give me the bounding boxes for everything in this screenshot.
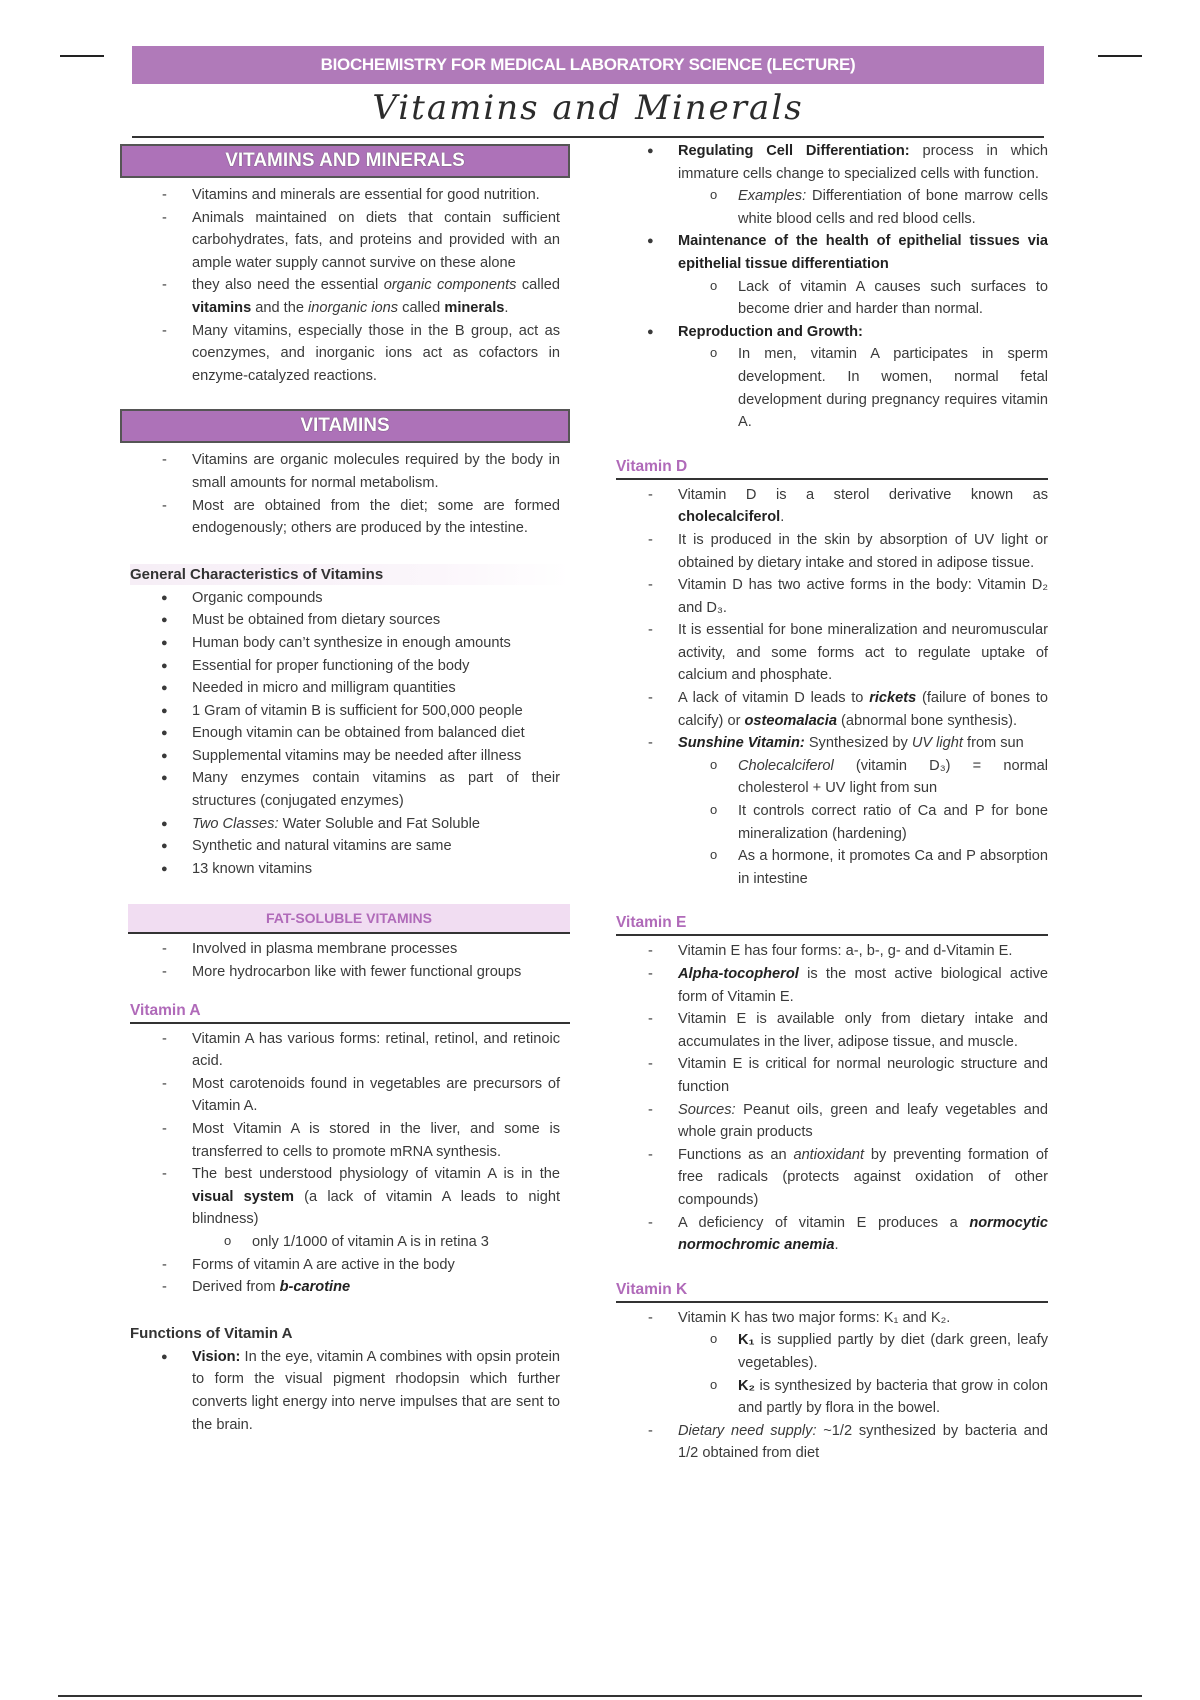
list-subitem: o It controls correct ratio of Ca and P for bone mineralization (hardening) (616, 800, 1048, 845)
section-heading-vitamins-and-minerals: VITAMINS AND MINERALS (120, 144, 570, 178)
general-characteristics-heading: General Characteristics of Vitamins (130, 564, 570, 585)
list-item: ● Two Classes: Water Soluble and Fat Soluble (120, 813, 570, 836)
list-item: ● Synthetic and natural vitamins are same (120, 835, 570, 858)
vitamins-list (120, 449, 570, 539)
fat-soluble-vitamins-heading: FAT-SOLUBLE VITAMINS (128, 904, 570, 934)
fat-soluble-list (120, 938, 570, 983)
list-item: ● 13 known vitamins (120, 858, 570, 881)
list-item: - they also need the essential organic components called vitamins and the inorganic ions called minerals. (120, 274, 570, 319)
list-item: - Vitamin E is available only from dietary intake and accumulates in the liver, adipose tissue, and muscle. (616, 1008, 1048, 1053)
left-column (120, 140, 570, 1436)
list-item: ● Regulating Cell Differentiation: process in which immature cells change to specialized cells with function. (616, 140, 1048, 185)
list-item: - Sunshine Vitamin: Synthesized by UV light from sun (616, 732, 1048, 755)
list-item: - Most carotenoids found in vegetables are precursors of Vitamin A. (120, 1073, 570, 1118)
list-item: - More hydrocarbon like with fewer functional groups (120, 961, 570, 984)
list-item: ● Essential for proper functioning of the body (120, 655, 570, 678)
list-item: - It is produced in the skin by absorption of UV light or obtained by dietary intake and stored in adipose tissue. (616, 529, 1048, 574)
list-item: - Vitamins are organic molecules required by the body in small amounts for normal metabolism. (120, 449, 570, 494)
functions-of-vitamin-a-list (120, 1346, 570, 1436)
vitamin-a-list (120, 1028, 570, 1299)
list-item: ● Vision: In the eye, vitamin A combines with opsin protein to form the visual pigment rhodopsin which further converts light energy into nerve impulses that are sent to the brain. (120, 1346, 570, 1436)
course-banner: BIOCHEMISTRY FOR MEDICAL LABORATORY SCIENCE (LECTURE) (132, 46, 1044, 84)
list-item: - Vitamin D is a sterol derivative known as cholecalciferol. (616, 484, 1048, 529)
list-subitem: o Lack of vitamin A causes such surfaces to become drier and harder than normal. (616, 276, 1048, 321)
list-item: - The best understood physiology of vitamin A is in the visual system (a lack of vitamin A leads to night blindness) (120, 1163, 570, 1231)
list-item: - Most Vitamin A is stored in the liver, and some is transferred to cells to promote mRNA synthesis. (120, 1118, 570, 1163)
list-item: - Alpha-tocopherol is the most active biological active form of Vitamin E. (616, 963, 1048, 1008)
list-item: - Functions as an antioxidant by preventing formation of free radicals (protects against oxidation of other compounds) (616, 1144, 1048, 1212)
functions-of-vitamin-a-continued (616, 140, 1048, 434)
corner-rule-right (1098, 55, 1142, 57)
list-subitem: o K₂ is synthesized by bacteria that grow in colon and partly by flora in the bowel. (616, 1375, 1048, 1420)
corner-rule-left (60, 55, 104, 57)
list-item: - Vitamin E has four forms: a-, b-, g- and d-Vitamin E. (616, 940, 1048, 963)
list-item: - Involved in plasma membrane processes (120, 938, 570, 961)
list-item: - Vitamin A has various forms: retinal, retinol, and retinoic acid. (120, 1028, 570, 1073)
list-subitem: o only 1/1000 of vitamin A is in retina 3 (120, 1231, 570, 1254)
list-item: - Dietary need supply: ~1/2 synthesized by bacteria and 1/2 obtained from diet (616, 1420, 1048, 1465)
list-item: - Derived from b-carotine (120, 1276, 570, 1299)
title-rule (132, 136, 1044, 138)
list-item: - Many vitamins, especially those in the B group, act as coenzymes, and inorganic ions act as cofactors in enzyme-catalyzed reactions. (120, 320, 570, 388)
vitamin-a-heading: Vitamin A (130, 1002, 570, 1024)
vitamin-d-heading: Vitamin D (616, 458, 1048, 480)
functions-of-vitamin-a-heading: Functions of Vitamin A (130, 1324, 293, 1342)
list-item: - A deficiency of vitamin E produces a normocytic normochromic anemia. (616, 1212, 1048, 1257)
list-item: ● 1 Gram of vitamin B is sufficient for 500,000 people (120, 700, 570, 723)
vitamin-k-heading: Vitamin K (616, 1281, 1048, 1303)
list-item: ● Supplemental vitamins may be needed after illness (120, 745, 570, 768)
general-characteristics-list (120, 587, 570, 881)
vitamin-d-list (616, 484, 1048, 891)
footer-rule (58, 1695, 1142, 1697)
list-subitem: o K₁ is supplied partly by diet (dark green, leafy vegetables). (616, 1329, 1048, 1374)
list-item: - Most are obtained from the diet; some are formed endogenously; others are produced by the intestine. (120, 495, 570, 540)
list-item: ● Reproduction and Growth: (616, 321, 1048, 344)
vitamins-minerals-list (120, 184, 570, 387)
list-item: - Forms of vitamin A are active in the body (120, 1254, 570, 1277)
list-item: - It is essential for bone mineralization and neuromuscular activity, and some forms act to regulate uptake of calcium and phosphate. (616, 619, 1048, 687)
vitamin-e-heading: Vitamin E (616, 914, 1048, 936)
list-item: ● Needed in micro and milligram quantities (120, 677, 570, 700)
list-item: - Vitamin D has two active forms in the body: Vitamin D₂ and D₃. (616, 574, 1048, 619)
right-column (616, 140, 1048, 1465)
list-item: - Vitamin E is critical for normal neurologic structure and function (616, 1053, 1048, 1098)
list-item: ● Human body can’t synthesize in enough amounts (120, 632, 570, 655)
section-heading-vitamins: VITAMINS (120, 409, 570, 443)
page-title: Vitamins and Minerals (372, 88, 804, 128)
list-item: - Animals maintained on diets that contain sufficient carbohydrates, fats, and proteins and provided with an ample water supply cannot survive on these alone (120, 207, 570, 275)
vitamin-e-list (616, 940, 1048, 1256)
vitamin-k-list (616, 1307, 1048, 1465)
list-item: - Vitamin K has two major forms: K₁ and K₂. (616, 1307, 1048, 1330)
list-item: ● Enough vitamin can be obtained from balanced diet (120, 722, 570, 745)
list-subitem: o In men, vitamin A participates in sperm development. In women, normal fetal development during pregnancy requires vitamin A. (616, 343, 1048, 433)
list-item: ● Organic compounds (120, 587, 570, 610)
list-item: - A lack of vitamin D leads to rickets (failure of bones to calcify) or osteomalacia (abnormal bone synthesis). (616, 687, 1048, 732)
list-item: - Sources: Peanut oils, green and leafy vegetables and whole grain products (616, 1099, 1048, 1144)
list-item: ● Many enzymes contain vitamins as part of their structures (conjugated enzymes) (120, 767, 570, 812)
list-item: - Vitamins and minerals are essential for good nutrition. (120, 184, 570, 207)
list-item: ● Maintenance of the health of epithelial tissues via epithelial tissue differentiation (616, 230, 1048, 275)
list-subitem: o As a hormone, it promotes Ca and P absorption in intestine (616, 845, 1048, 890)
list-subitem: o Cholecalciferol (vitamin D₃) = normal cholesterol + UV light from sun (616, 755, 1048, 800)
list-subitem: o Examples: Differentiation of bone marrow cells white blood cells and red blood cells. (616, 185, 1048, 230)
list-item: ● Must be obtained from dietary sources (120, 609, 570, 632)
